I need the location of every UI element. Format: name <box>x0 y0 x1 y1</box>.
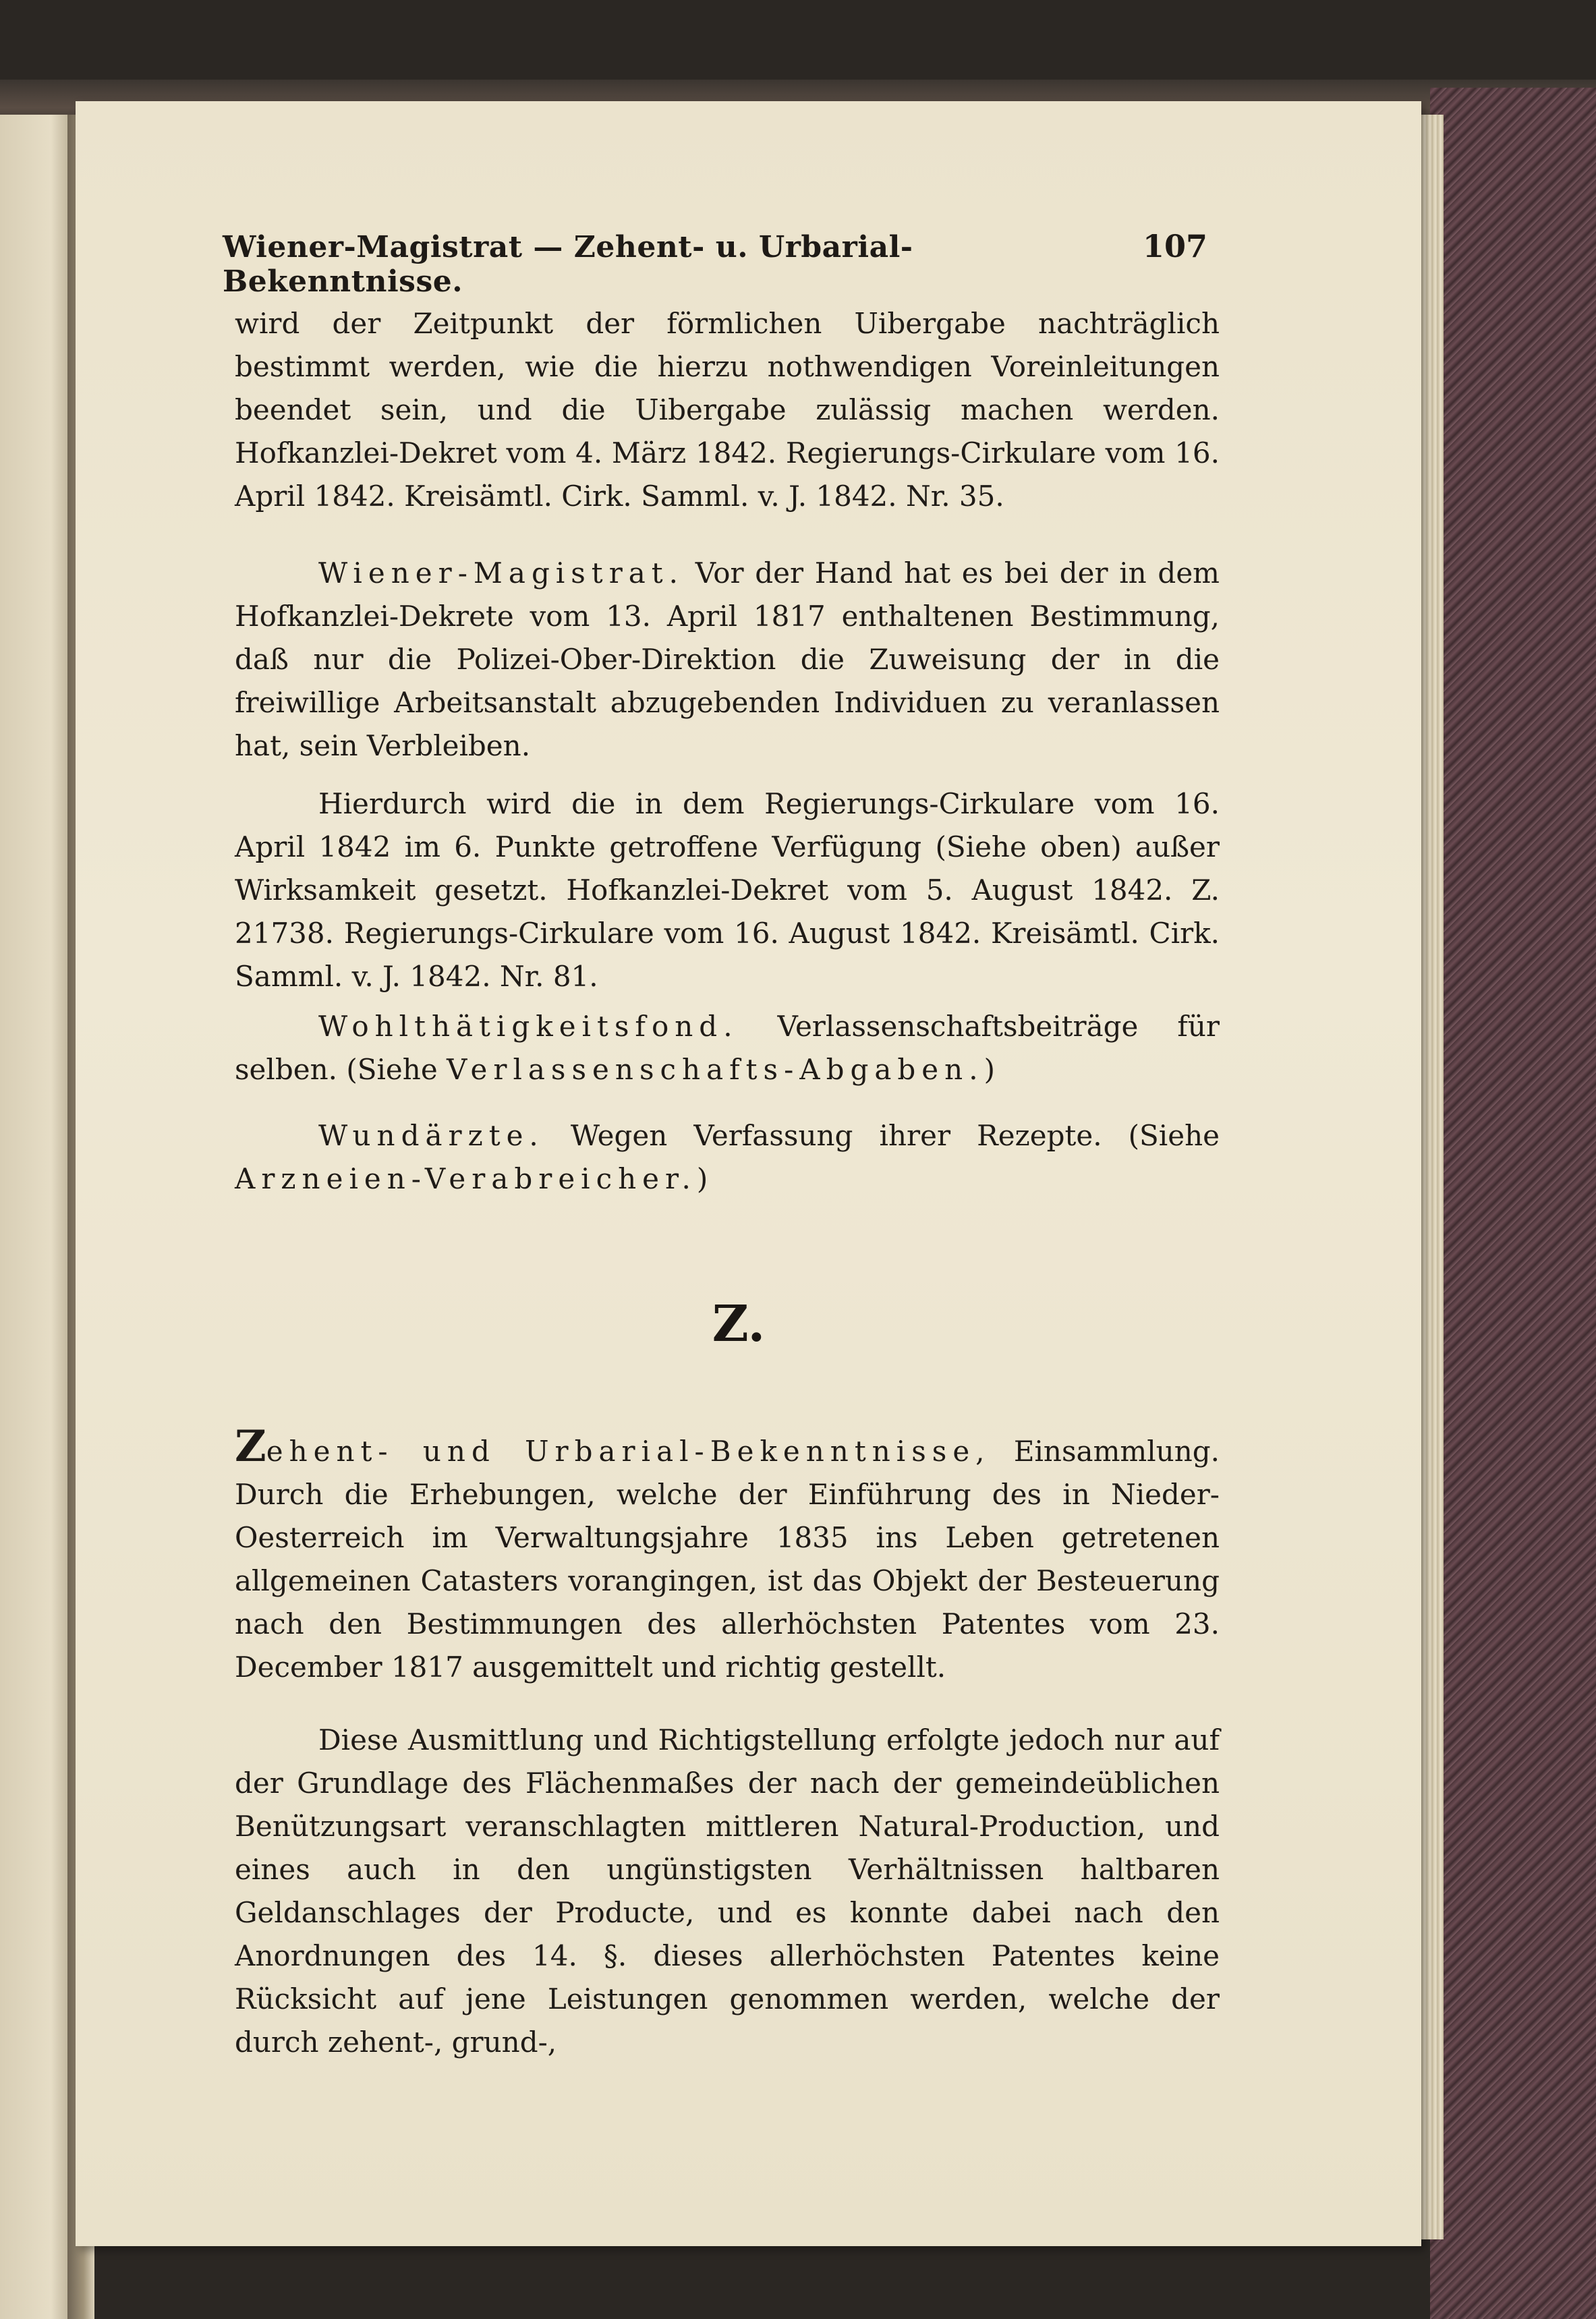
paragraph-3-text: Hierdurch wird die in dem Regierungs-Cirkulare vom 16. April 1842 im 6. Punkte getroffene Verfügung (Siehe oben) außer Wirksamkeit gesetzt. Hofkanzlei-Dekret vom 5. August 1842. Z. 21738. Regierungs-Cirkulare vom 16. August 1842. Kreisämtl. Cirk. Samml. v. J. 1842. Nr. 81. <box>235 787 1220 993</box>
paragraph-5-text: Wegen Verfassung ihrer Rezepte. (Siehe <box>570 1119 1220 1152</box>
entry-keyword-zehent: ehent- und Urbarial-Bekenntnisse, <box>266 1435 991 1468</box>
entry-keyword-wundaerzte: Wundärzte. <box>318 1119 544 1152</box>
paragraph-1-text: wird der Zeitpunkt der förmlichen Uibergabe nachträglich bestimmt werden, wie die hierzu nothwendigen Voreinleitungen beendet sein, und die Uibergabe zulässig machen werden. Hofkanzlei-Dekret vom 4. März 1842. Regierungs-Cirkulare vom 16. April 1842. Kreisämtl. Cirk. Samml. v. J. 1842. Nr. 35. <box>235 307 1220 513</box>
section-heading-z: Z. <box>712 1295 766 1353</box>
paragraph-2-body <box>235 552 1220 768</box>
paragraph-4-text: Verlassenschaftsbeiträge für selben. (Siehe <box>235 1010 1220 1086</box>
facing-page-edge <box>0 115 73 2319</box>
paragraph-7-text: Diese Ausmittlung und Richtigstellung erfolgte jedoch nur auf der Grundlage des Flächenmaßes der nach der gemeindeüblichen Benützungsart veranschlagten mittleren Natural-Production, und eines auch in den ungünstigsten Verhältnissen haltbaren Geldanschlages der Producte, und es konnte dabei nach den Anordnungen des 14. §. dieses allerhöchsten Patentes keine Rücksicht auf jene Leistungen genommen werden, welche der durch zehent-, grund-, <box>235 1723 1220 2059</box>
running-head <box>223 228 1207 299</box>
entry-keyword-wohlthaetigkeitsfond: Wohlthätigkeitsfond. <box>318 1010 739 1043</box>
paragraph-7 <box>235 1719 1220 2064</box>
marbled-cover-edge <box>1430 88 1596 2319</box>
paragraph-4-body <box>235 1005 1220 1091</box>
paragraph-6 <box>235 1421 1220 1689</box>
paragraph-5 <box>235 1114 1220 1201</box>
paragraph-6-text: Einsammlung. Durch die Erhebungen, welche der Einführung des in Nieder-Oesterreich im Verwaltungsjahre 1835 ins Leben getretenen allgemeinen Catasters vorangingen, ist das Objekt der Besteuerung nach den Bestimmungen des allerhöchsten Patentes vom 23. December 1817 ausgemittelt und richtig gestellt. <box>235 1435 1220 1684</box>
drop-cap: Z <box>235 1421 266 1472</box>
entry-keyword-wiener-magistrat: Wiener-Magistrat. <box>318 556 685 590</box>
cross-reference-verlassenschafts: Verlassenschafts-Abgaben. <box>447 1053 984 1086</box>
paragraph-4-close: ) <box>984 1053 995 1086</box>
cross-reference-arzneien: Arzneien-Verabreicher. <box>235 1162 697 1195</box>
paragraph-4 <box>235 1005 1220 1091</box>
paragraph-2-text: Vor der Hand hat es bei der in dem Hofkanzlei-Dekrete vom 13. April 1817 enthaltenen Bestimmung, daß nur die Polizei-Ober-Direktion die Zuweisung der in die freiwillige Arbeitsanstalt abzugebenden Individuen zu veranlassen hat, sein Verbleiben. <box>235 556 1220 762</box>
running-title: Wiener-Magistrat — Zehent- u. Urbarial-Bekenntnisse. <box>223 230 913 299</box>
paragraph-6-body <box>235 1421 1220 1689</box>
page-number: 107 <box>1142 228 1207 264</box>
paragraph-5-close: ) <box>696 1162 708 1195</box>
paragraph-1 <box>235 302 1220 518</box>
paragraph-2 <box>235 552 1220 768</box>
paragraph-3 <box>235 782 1220 998</box>
paragraph-5-body <box>235 1114 1220 1201</box>
